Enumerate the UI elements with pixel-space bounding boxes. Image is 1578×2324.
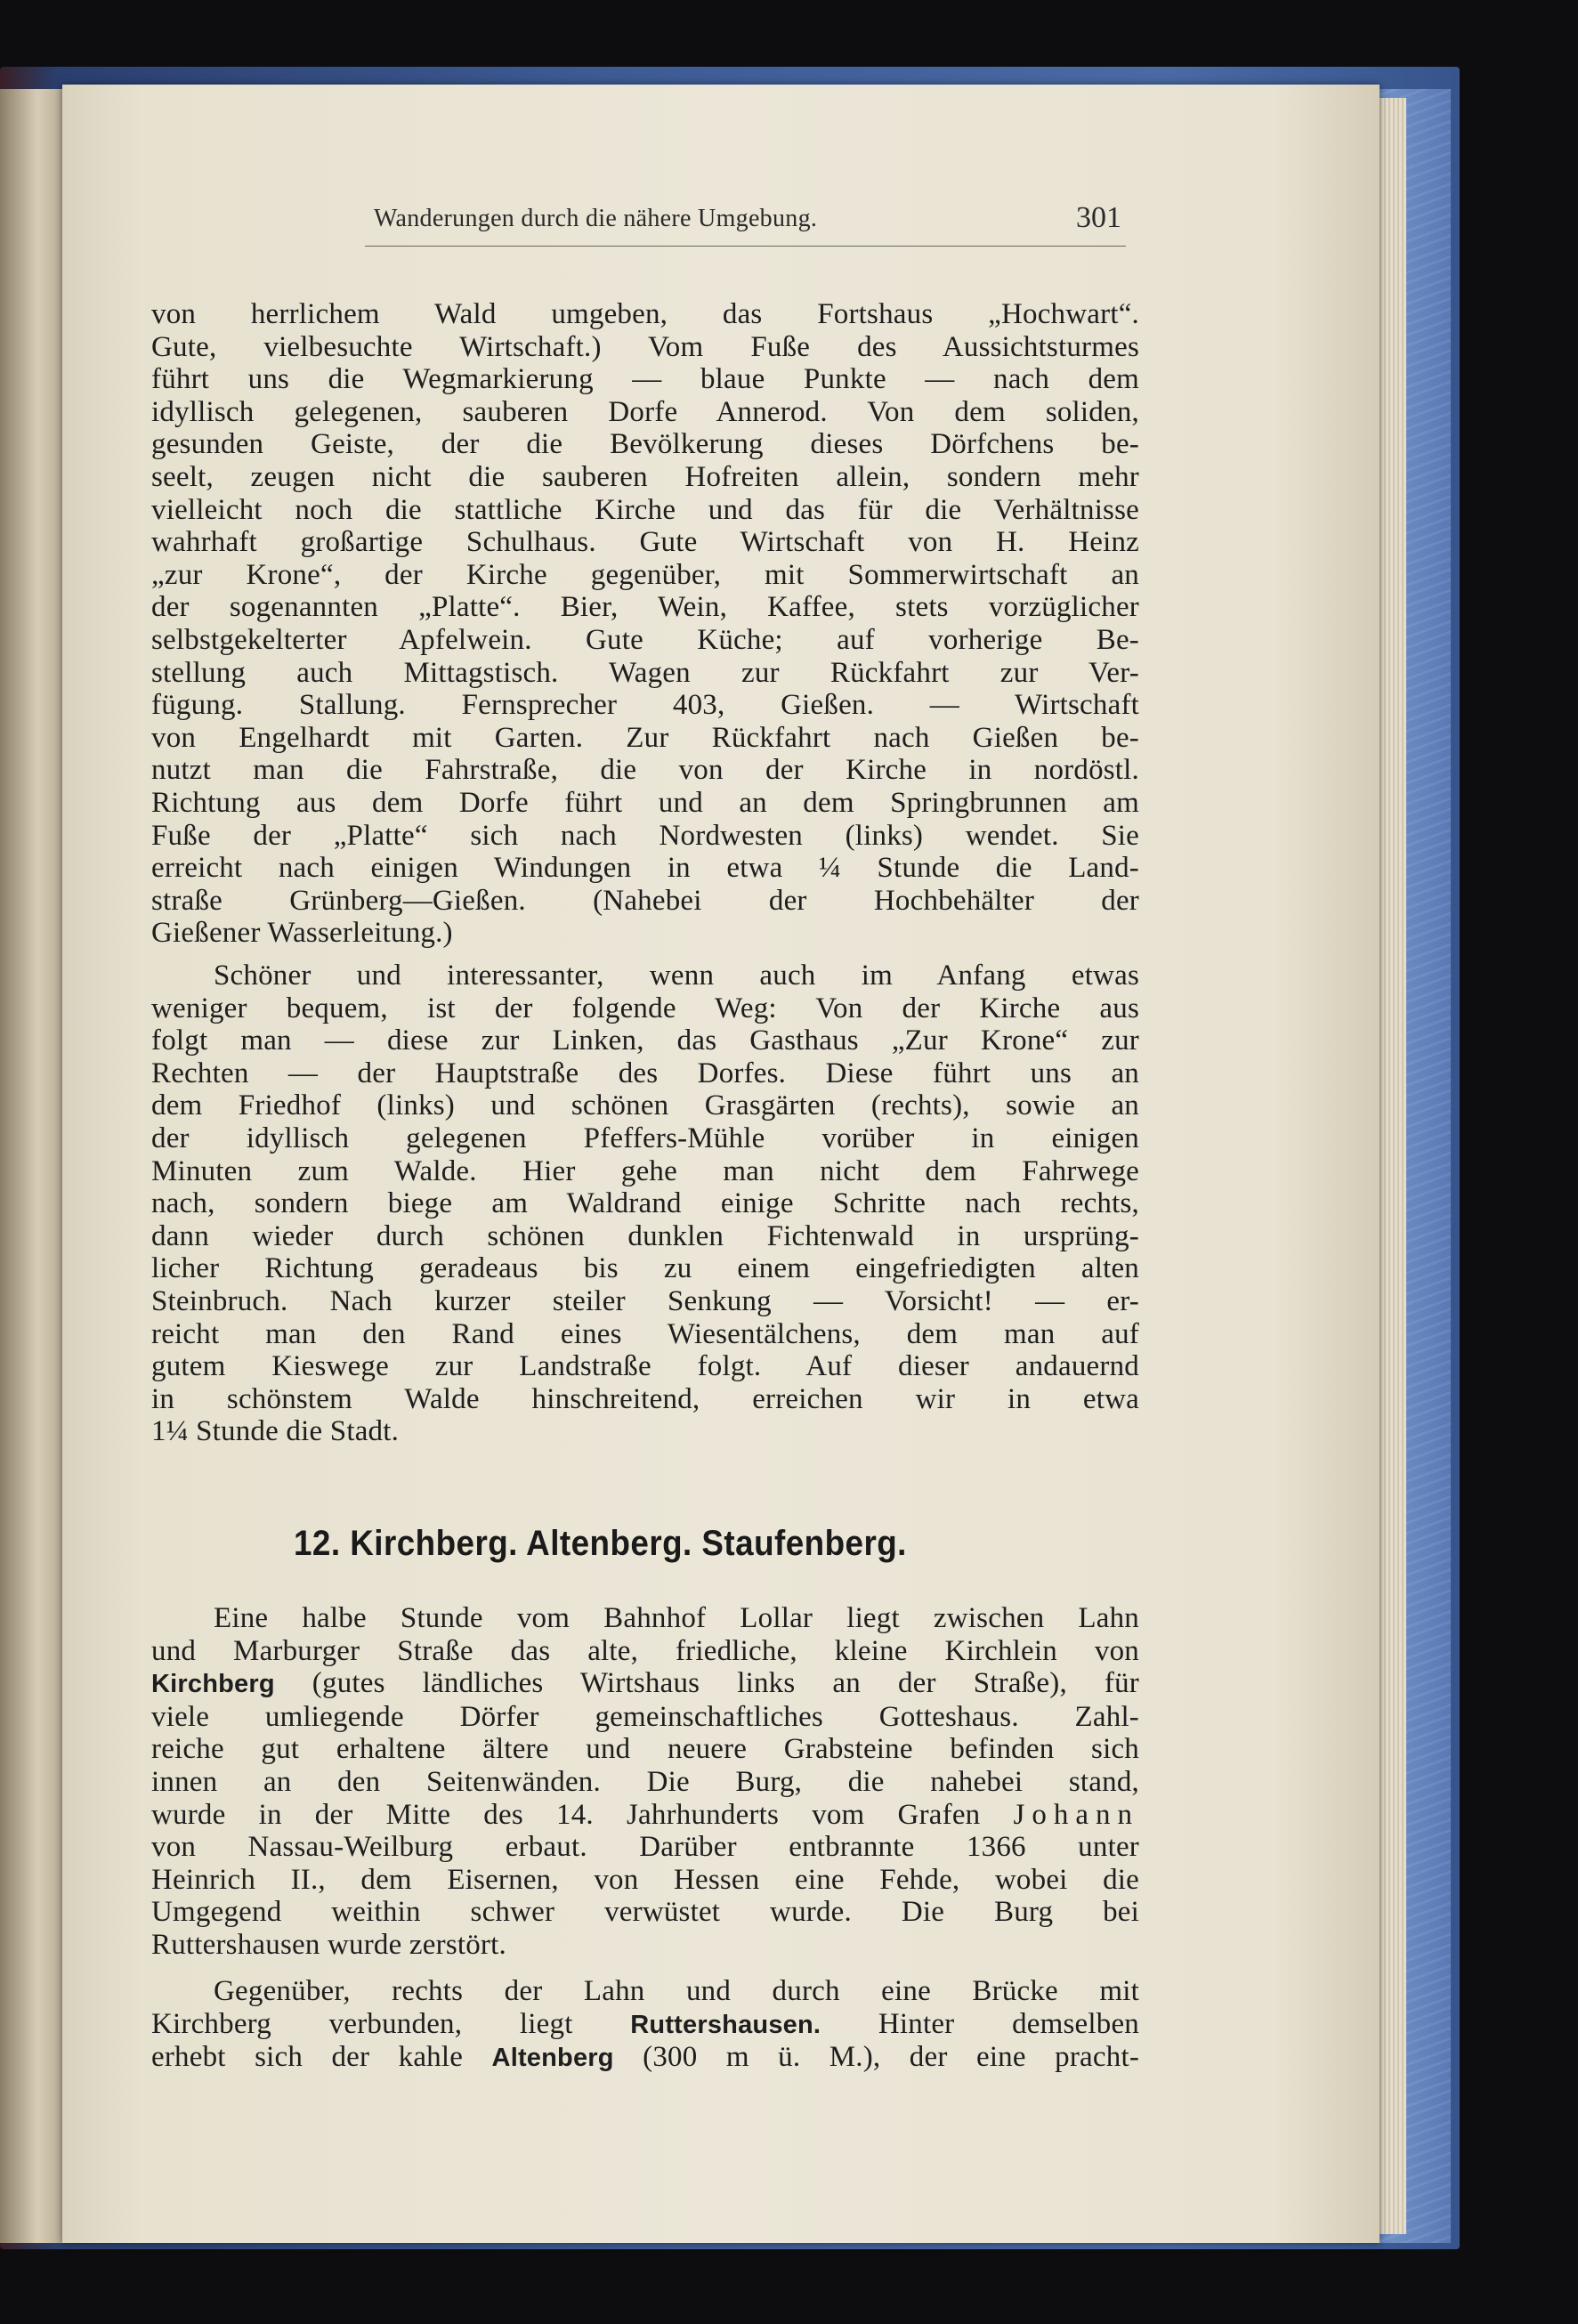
text-line: von herrlichem Wald umgeben, das Fortshaus „Hochwart“.: [151, 298, 1139, 330]
text-line: stellung auch Mittagstisch. Wagen zur Rückfahrt zur Ver-: [151, 656, 1139, 689]
paragraph-4: [151, 1975, 1139, 2075]
text-line: von Nassau-Weilburg erbaut. Darüber entbrannte 1366 unter: [151, 1831, 1139, 1864]
text-line: reiche gut erhaltene ältere und neuere Grabsteine befinden sich: [151, 1733, 1139, 1766]
text-line: in schönstem Walde hinschreitend, erreichen wir in etwa: [151, 1382, 1139, 1415]
paragraph-1: [151, 298, 1139, 950]
text-line: Fuße der „Platte“ sich nach Nordwesten (links) wendet. Sie: [151, 819, 1139, 852]
text-line: Gießener Wasserleitung.): [151, 917, 453, 950]
text-line: viele umliegende Dörfer gemeinschaftliches Gotteshaus. Zahl-: [151, 1700, 1139, 1733]
text-line: Heinrich II., dem Eisernen, von Hessen eine Fehde, wobei die: [151, 1863, 1139, 1896]
text-line: wahrhaft großartige Schulhaus. Gute Wirtschaft von H. Heinz: [151, 526, 1139, 559]
text-line: Schöner und interessanter, wenn auch im Anfang etwas: [214, 960, 1139, 992]
place-name-bold: Kirchberg: [151, 1670, 275, 1699]
place-name-bold: Altenberg: [491, 2044, 614, 2073]
text-line: der idyllisch gelegenen Pfeffers-Mühle vorüber in einigen: [151, 1122, 1139, 1154]
text-line: Umgegend weithin schwer verwüstet wurde. Die Burg bei: [151, 1896, 1139, 1929]
place-name-bold: Ruttershausen.: [630, 2010, 821, 2039]
text-line: Gute, vielbesuchte Wirtschaft.) Vom Fuße des Aussichtsturmes: [151, 330, 1139, 363]
text-line: vielleicht noch die stattliche Kirche und das für die Verhältnisse: [151, 493, 1139, 526]
text-run: erhebt sich der kahle: [151, 2041, 492, 2074]
text-line: selbstgekelterter Apfelwein. Gute Küche; auf vorherige Be-: [151, 623, 1139, 656]
text-line: Richtung aus dem Dorfe führt und an dem Springbrunnen am: [151, 786, 1139, 819]
text-line: Rechten — der Hauptstraße des Dorfes. Diese führt uns an: [151, 1057, 1139, 1089]
text-line: [151, 2008, 1139, 2042]
text-line: von Engelhardt mit Garten. Zur Rückfahrt nach Gießen be-: [151, 721, 1139, 754]
text-line: nach, sondern biege am Waldrand einige Schritte nach rechts,: [151, 1187, 1139, 1220]
text-line: Minuten zum Walde. Hier gehe man nicht dem Fahrwege: [151, 1154, 1139, 1187]
header-rule: [365, 246, 1126, 247]
text-line: der sogenannten „Platte“. Bier, Wein, Kaffee, stets vorzüglicher: [151, 591, 1139, 624]
text-line: straße Grünberg—Gießen. (Nahebei der Hochbehälter der: [151, 884, 1139, 917]
text-line: Gegenüber, rechts der Lahn und durch eine Brücke mit: [214, 1975, 1139, 2007]
paragraph-2: [151, 960, 1139, 1448]
text-line: seelt, zeugen nicht die sauberen Hofreiten allein, sondern mehr: [151, 460, 1139, 493]
text-run: Kirchberg verbunden, liegt: [151, 2007, 631, 2040]
text-run: Hinter demselben: [821, 2007, 1139, 2040]
text-line: idyllisch gelegenen, sauberen Dorfe Annerod. Von dem soliden,: [151, 395, 1139, 428]
text-line: und Marburger Straße das alte, friedliche, kleine Kirchlein von: [151, 1634, 1139, 1667]
header-title: Wanderungen durch die nähere Umgebung.: [374, 205, 818, 232]
spaced-name: Johann: [1013, 1798, 1139, 1831]
text-run: (300 m ü. M.), der eine pracht-: [613, 2041, 1139, 2074]
text-line: gutem Kieswege zur Landstraße folgt. Auf dieser andauernd: [151, 1350, 1139, 1383]
section-heading: 12. Kirchberg. Altenberg. Staufenberg.: [294, 1524, 907, 1563]
running-header: [374, 201, 1121, 242]
text-line: Eine halbe Stunde vom Bahnhof Lollar liegt zwischen Lahn: [214, 1602, 1139, 1634]
text-line: führt uns die Wegmarkierung — blaue Punkte — nach dem: [151, 363, 1139, 396]
text-run: wurde in der Mitte des 14. Jahrhunderts vom Grafen: [151, 1798, 1014, 1831]
text-line: dann wieder durch schönen dunklen Fichtenwald in ursprüng-: [151, 1219, 1139, 1252]
text-line: Steinbruch. Nach kurzer steiler Senkung — Vorsicht! — er-: [151, 1284, 1139, 1317]
left-page-edge: [0, 89, 62, 2243]
text-line: dem Friedhof (links) und schönen Grasgärten (rechts), sowie an: [151, 1089, 1139, 1122]
text-line: fügung. Stallung. Fernsprecher 403, Gießen. — Wirtschaft: [151, 689, 1139, 722]
text-line: reicht man den Rand eines Wiesentälchens, dem man auf: [151, 1317, 1139, 1350]
text-line: weniger bequem, ist der folgende Weg: Von der Kirche aus: [151, 992, 1139, 1024]
page-number: 301: [1076, 201, 1121, 234]
text-line: „zur Krone“, der Kirche gegenüber, mit Sommerwirtschaft an: [151, 558, 1139, 591]
text-line: nutzt man die Fahrstraße, die von der Kirche in nordöstl.: [151, 754, 1139, 787]
paragraph-3: [151, 1602, 1139, 1962]
text-line: innen an den Seitenwänden. Die Burg, die nahebei stand,: [151, 1765, 1139, 1798]
text-run: (gutes ländliches Wirtshaus links an der Straße), für: [274, 1667, 1139, 1700]
text-line: folgt man — diese zur Linken, das Gasthaus „Zur Krone“ zur: [151, 1024, 1139, 1057]
text-line: [151, 2041, 1139, 2075]
text-line: gesunden Geiste, der die Bevölkerung dieses Dörfchens be-: [151, 428, 1139, 461]
text-line: licher Richtung geradeaus bis zu einem eingefriedigten alten: [151, 1252, 1139, 1285]
text-line: [151, 1799, 1139, 1832]
text-line: 1¼ Stunde die Stadt.: [151, 1415, 400, 1448]
text-line: [151, 1667, 1139, 1701]
text-line: erreicht nach einigen Windungen in etwa ¼ Stunde die Land-: [151, 852, 1139, 885]
text-line: Ruttershausen wurde zerstört.: [151, 1928, 506, 1961]
